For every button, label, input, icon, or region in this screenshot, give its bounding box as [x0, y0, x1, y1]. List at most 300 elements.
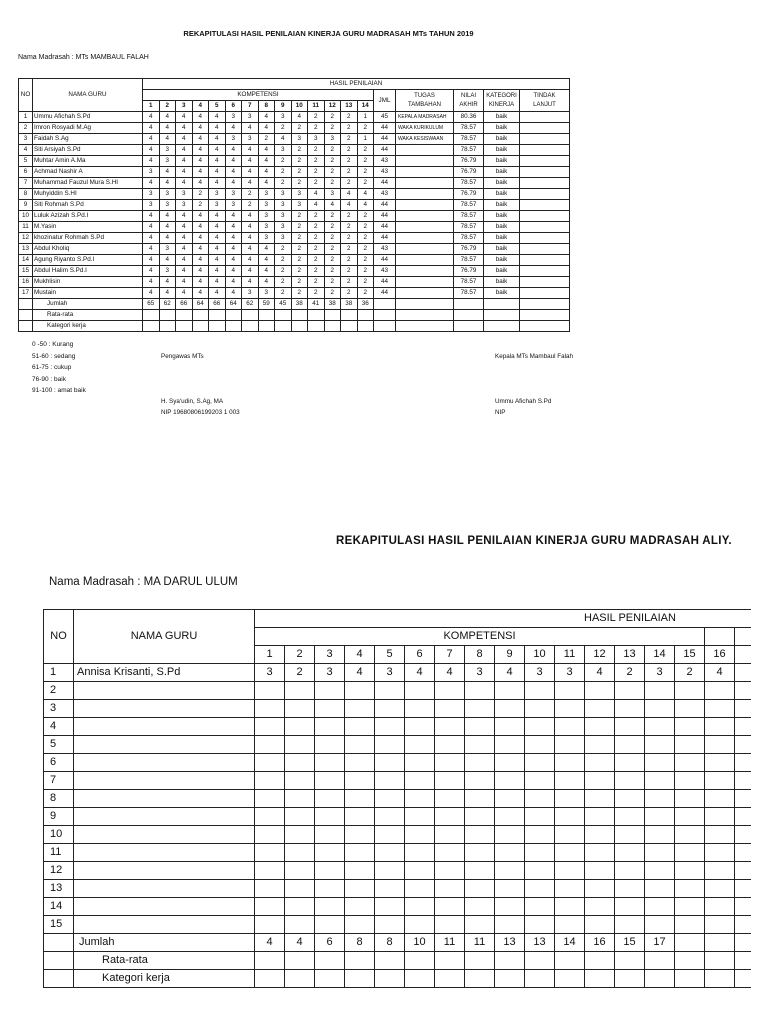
- competency-number: 7: [242, 101, 259, 112]
- score-cell: 4: [159, 123, 176, 134]
- score-cell: [345, 772, 375, 790]
- score-cell: 4: [209, 288, 226, 299]
- tugas-cell: [396, 200, 454, 211]
- score-cell: [345, 880, 375, 898]
- empty-cell: [308, 310, 325, 321]
- tugas-cell: [396, 233, 454, 244]
- ratarata-row: [44, 952, 751, 970]
- score-cell: [465, 754, 495, 772]
- score-cell: 4: [258, 156, 275, 167]
- score-cell: 2: [341, 123, 358, 134]
- score-cell: 3: [143, 167, 160, 178]
- score-cell: 4: [176, 123, 193, 134]
- jumlah-cell: 16: [585, 934, 615, 952]
- score-cell: 2: [308, 266, 325, 277]
- empty-cell: [44, 970, 74, 988]
- teacher-name: [74, 808, 255, 826]
- score-cell: 3: [225, 134, 242, 145]
- nilai-cell: 78.57: [454, 134, 484, 145]
- tindak-cell: [520, 189, 570, 200]
- kategori-cell: baik: [484, 211, 520, 222]
- kategori-cell: baik: [484, 277, 520, 288]
- score-cell: [285, 682, 315, 700]
- empty-cell: [735, 790, 751, 808]
- jml-cell: 44: [374, 134, 396, 145]
- score-cell: 3: [291, 200, 308, 211]
- score-cell: [705, 862, 735, 880]
- teacher-row: [44, 862, 751, 880]
- teacher-row: [19, 277, 570, 288]
- row-no: 16: [19, 277, 33, 288]
- score-cell: 3: [159, 189, 176, 200]
- score-cell: [375, 844, 405, 862]
- score-cell: [345, 808, 375, 826]
- competency-number: 3: [315, 646, 345, 664]
- nilai-cell: 76.79: [454, 156, 484, 167]
- score-cell: 2: [275, 255, 292, 266]
- score-cell: 4: [176, 233, 193, 244]
- score-cell: [405, 898, 435, 916]
- score-cell: [585, 862, 615, 880]
- jumlah-cell: 14: [555, 934, 585, 952]
- score-cell: [585, 772, 615, 790]
- supervisor-nip: NIP 19680806199203 1 003: [161, 409, 240, 416]
- row-no: 8: [44, 790, 74, 808]
- score-cell: 2: [308, 211, 325, 222]
- score-cell: 4: [209, 277, 226, 288]
- score-cell: [255, 826, 285, 844]
- empty-cell: [735, 754, 751, 772]
- empty-cell: [705, 970, 735, 988]
- jml-cell: 43: [374, 189, 396, 200]
- jml-cell: 43: [374, 266, 396, 277]
- score-cell: [285, 754, 315, 772]
- score-cell: 2: [324, 211, 341, 222]
- score-cell: 4: [225, 123, 242, 134]
- score-cell: [375, 736, 405, 754]
- score-cell: 2: [275, 178, 292, 189]
- principal-title: Kepala MTs Mambaul Falah: [495, 353, 574, 360]
- score-cell: 4: [225, 266, 242, 277]
- score-cell: [495, 682, 525, 700]
- empty-cell: [705, 628, 735, 646]
- tindak-cell: [520, 211, 570, 222]
- score-cell: 2: [291, 277, 308, 288]
- header-kompetensi: KOMPETENSI: [143, 90, 374, 101]
- legend-item: 61-75 : cukup: [32, 364, 72, 371]
- score-cell: 4: [225, 145, 242, 156]
- score-cell: [435, 844, 465, 862]
- score-cell: 4: [405, 664, 435, 682]
- score-cell: 2: [324, 156, 341, 167]
- score-cell: 4: [192, 112, 209, 123]
- score-cell: 4: [225, 156, 242, 167]
- score-cell: [585, 718, 615, 736]
- tugas-cell: [396, 266, 454, 277]
- teacher-name: Abdul Kholiq: [33, 244, 143, 255]
- score-cell: 4: [209, 266, 226, 277]
- jml-cell: 44: [374, 123, 396, 134]
- score-cell: [705, 808, 735, 826]
- score-cell: 3: [291, 189, 308, 200]
- score-cell: [495, 844, 525, 862]
- score-cell: 4: [143, 266, 160, 277]
- empty-cell: [374, 299, 396, 310]
- empty-cell: [735, 970, 751, 988]
- score-cell: 4: [324, 200, 341, 211]
- score-cell: 3: [258, 189, 275, 200]
- score-cell: 2: [308, 244, 325, 255]
- score-cell: [255, 916, 285, 934]
- score-cell: 3: [242, 288, 259, 299]
- empty-cell: [615, 952, 645, 970]
- jumlah-cell: 59: [258, 299, 275, 310]
- score-cell: 2: [308, 277, 325, 288]
- score-cell: [615, 916, 645, 934]
- empty-cell: [675, 952, 705, 970]
- score-cell: [585, 790, 615, 808]
- competency-number: 12: [585, 646, 615, 664]
- empty-cell: [735, 628, 751, 646]
- competency-number: 8: [258, 101, 275, 112]
- kategori-cell: baik: [484, 244, 520, 255]
- empty-cell: [484, 310, 520, 321]
- score-cell: 4: [209, 233, 226, 244]
- score-cell: [495, 754, 525, 772]
- competency-number: 8: [465, 646, 495, 664]
- score-cell: [645, 718, 675, 736]
- header-kategori-line2: KINERJA: [488, 101, 515, 108]
- score-cell: [675, 826, 705, 844]
- empty-cell: [255, 970, 285, 988]
- empty-cell: [225, 321, 242, 332]
- doc1-title: REKAPITULASI HASIL PENILAIAN KINERJA GURU MADRASAH MTs TAHUN 2019: [183, 29, 474, 38]
- score-cell: 4: [225, 233, 242, 244]
- teacher-row: [19, 156, 570, 167]
- competency-number: 2: [159, 101, 176, 112]
- score-cell: [495, 826, 525, 844]
- score-cell: 1: [357, 112, 374, 123]
- score-cell: 4: [258, 266, 275, 277]
- supervisor-title: Pengawas MTs: [161, 353, 204, 360]
- score-cell: [555, 736, 585, 754]
- score-cell: [645, 772, 675, 790]
- kategori-cell: baik: [484, 145, 520, 156]
- score-cell: [285, 880, 315, 898]
- nilai-cell: 78.57: [454, 288, 484, 299]
- teacher-name: Mukhlisin: [33, 277, 143, 288]
- score-cell: [345, 844, 375, 862]
- header-tindak-line1: TINDAK: [533, 92, 556, 99]
- score-cell: [315, 862, 345, 880]
- score-cell: 2: [285, 664, 315, 682]
- score-cell: 2: [341, 112, 358, 123]
- doc2-title: REKAPITULASI HASIL PENILAIAN KINERJA GURU MADRASAH ALIY.: [336, 535, 732, 547]
- teacher-name: Abdul Halim S.Pd.I: [33, 266, 143, 277]
- jml-cell: 44: [374, 277, 396, 288]
- row-no: 6: [19, 167, 33, 178]
- score-cell: 4: [159, 134, 176, 145]
- score-cell: [465, 682, 495, 700]
- score-cell: 2: [324, 222, 341, 233]
- score-cell: 3: [258, 200, 275, 211]
- score-cell: [675, 898, 705, 916]
- teacher-name: Annisa Krisanti, S.Pd: [74, 664, 255, 682]
- score-cell: [645, 862, 675, 880]
- score-cell: [615, 790, 645, 808]
- score-cell: [255, 682, 285, 700]
- score-cell: 4: [176, 156, 193, 167]
- score-cell: 2: [357, 277, 374, 288]
- empty-cell: [209, 321, 226, 332]
- empty-cell: [285, 970, 315, 988]
- score-cell: 4: [209, 112, 226, 123]
- score-cell: 4: [192, 233, 209, 244]
- score-cell: 3: [159, 266, 176, 277]
- score-cell: 4: [143, 255, 160, 266]
- score-cell: 4: [192, 178, 209, 189]
- score-cell: 4: [495, 664, 525, 682]
- jumlah-cell: 65: [143, 299, 160, 310]
- score-cell: 2: [357, 178, 374, 189]
- score-cell: [435, 754, 465, 772]
- tindak-cell: [520, 244, 570, 255]
- empty-cell: [585, 970, 615, 988]
- score-cell: [315, 916, 345, 934]
- legend-item: 51-60 : sedang: [32, 352, 76, 360]
- score-cell: 2: [341, 244, 358, 255]
- score-cell: [495, 898, 525, 916]
- teacher-row: [19, 233, 570, 244]
- kategori-cell: baik: [484, 255, 520, 266]
- score-cell: 4: [242, 244, 259, 255]
- teacher-name: Ummu Afichah S.Pd: [33, 112, 143, 123]
- score-cell: [285, 916, 315, 934]
- score-cell: [285, 844, 315, 862]
- tugas-cell: [396, 189, 454, 200]
- score-cell: 3: [258, 211, 275, 222]
- score-cell: 4: [176, 134, 193, 145]
- competency-number: 9: [495, 646, 525, 664]
- score-cell: [675, 844, 705, 862]
- score-cell: [495, 700, 525, 718]
- jumlah-cell: 64: [192, 299, 209, 310]
- competency-number: 13: [341, 101, 358, 112]
- row-no: 3: [19, 134, 33, 145]
- score-cell: 2: [291, 288, 308, 299]
- jumlah-label: Jumlah: [74, 934, 255, 952]
- score-cell: [705, 736, 735, 754]
- empty-cell: [258, 321, 275, 332]
- nilai-cell: 76.79: [454, 189, 484, 200]
- empty-cell: [405, 970, 435, 988]
- teacher-name: Agung Riyanto S.Pd.I: [33, 255, 143, 266]
- competency-number: 13: [615, 646, 645, 664]
- empty-cell: [159, 310, 176, 321]
- row-no: 4: [19, 145, 33, 156]
- score-cell: [345, 682, 375, 700]
- score-cell: [615, 862, 645, 880]
- score-cell: 3: [143, 200, 160, 211]
- teacher-row: [44, 826, 751, 844]
- score-cell: 4: [225, 255, 242, 266]
- empty-cell: [176, 321, 193, 332]
- empty-cell: [735, 880, 751, 898]
- score-cell: 3: [315, 664, 345, 682]
- jml-cell: 44: [374, 233, 396, 244]
- score-cell: 2: [675, 664, 705, 682]
- score-cell: [435, 898, 465, 916]
- score-cell: [435, 880, 465, 898]
- score-cell: [315, 772, 345, 790]
- row-no: 7: [44, 772, 74, 790]
- score-cell: [375, 880, 405, 898]
- teacher-name: [74, 862, 255, 880]
- score-cell: [675, 754, 705, 772]
- empty-cell: [645, 952, 675, 970]
- score-cell: [465, 916, 495, 934]
- tindak-cell: [520, 123, 570, 134]
- teacher-row: [44, 772, 751, 790]
- score-cell: [465, 772, 495, 790]
- score-cell: 4: [209, 145, 226, 156]
- score-cell: 4: [143, 112, 160, 123]
- teacher-row: [19, 211, 570, 222]
- empty-cell: [315, 970, 345, 988]
- score-cell: [315, 754, 345, 772]
- score-cell: 2: [308, 255, 325, 266]
- score-cell: 4: [225, 222, 242, 233]
- tindak-cell: [520, 112, 570, 123]
- jumlah-cell: 64: [225, 299, 242, 310]
- score-cell: 2: [357, 211, 374, 222]
- score-cell: 4: [275, 134, 292, 145]
- header-row-1: [44, 610, 751, 628]
- score-cell: [555, 718, 585, 736]
- score-cell: 2: [341, 156, 358, 167]
- score-cell: 3: [555, 664, 585, 682]
- score-cell: 4: [242, 255, 259, 266]
- score-cell: [555, 754, 585, 772]
- tindak-cell: [520, 222, 570, 233]
- score-cell: 2: [192, 200, 209, 211]
- empty-cell: [735, 772, 751, 790]
- jumlah-cell: 17: [645, 934, 675, 952]
- score-cell: 4: [176, 211, 193, 222]
- jumlah-cell: 62: [242, 299, 259, 310]
- score-cell: 3: [242, 112, 259, 123]
- score-cell: 4: [143, 244, 160, 255]
- jml-cell: 44: [374, 211, 396, 222]
- score-cell: 2: [357, 167, 374, 178]
- score-cell: [465, 808, 495, 826]
- score-cell: [495, 718, 525, 736]
- score-cell: [435, 682, 465, 700]
- score-cell: 2: [275, 167, 292, 178]
- teacher-row: [44, 718, 751, 736]
- score-cell: [495, 916, 525, 934]
- row-no: 14: [19, 255, 33, 266]
- score-cell: 4: [209, 211, 226, 222]
- empty-cell: [192, 310, 209, 321]
- score-cell: 4: [242, 167, 259, 178]
- score-cell: [465, 898, 495, 916]
- teacher-name: Muhtar Amin A.Ma: [33, 156, 143, 167]
- score-cell: [615, 718, 645, 736]
- score-cell: [705, 898, 735, 916]
- row-no: 4: [44, 718, 74, 736]
- empty-cell: [645, 970, 675, 988]
- score-cell: 4: [192, 255, 209, 266]
- score-cell: 3: [375, 664, 405, 682]
- nilai-cell: 78.57: [454, 211, 484, 222]
- empty-cell: [495, 952, 525, 970]
- score-cell: [405, 808, 435, 826]
- doc1-assessment-table: [18, 78, 570, 332]
- row-no: 7: [19, 178, 33, 189]
- competency-number: 1: [143, 101, 160, 112]
- teacher-row: [44, 844, 751, 862]
- score-cell: [285, 808, 315, 826]
- teacher-name: Mustain: [33, 288, 143, 299]
- nilai-cell: 76.79: [454, 167, 484, 178]
- competency-number: 16: [705, 646, 735, 664]
- empty-cell: [675, 970, 705, 988]
- empty-cell: [396, 321, 454, 332]
- score-cell: 4: [159, 222, 176, 233]
- score-cell: 4: [209, 134, 226, 145]
- score-cell: [555, 898, 585, 916]
- jumlah-row: [19, 299, 570, 310]
- score-cell: [315, 880, 345, 898]
- score-cell: [555, 844, 585, 862]
- score-cell: 3: [275, 222, 292, 233]
- score-cell: 2: [275, 123, 292, 134]
- score-cell: [555, 700, 585, 718]
- score-cell: 2: [291, 255, 308, 266]
- score-cell: [645, 898, 675, 916]
- score-cell: [645, 736, 675, 754]
- score-cell: 3: [209, 189, 226, 200]
- score-cell: 4: [192, 244, 209, 255]
- score-cell: [705, 844, 735, 862]
- jumlah-cell: 10: [405, 934, 435, 952]
- score-cell: [675, 880, 705, 898]
- score-cell: [585, 736, 615, 754]
- tugas-cell: [396, 222, 454, 233]
- tindak-cell: [520, 134, 570, 145]
- teacher-name: [74, 718, 255, 736]
- teacher-name: Luluk Azizah S.Pd.I: [33, 211, 143, 222]
- teacher-row: [44, 682, 751, 700]
- score-cell: [255, 736, 285, 754]
- score-cell: 4: [143, 178, 160, 189]
- competency-number: 4: [192, 101, 209, 112]
- kategori-kerja-row: [44, 970, 751, 988]
- score-cell: [615, 880, 645, 898]
- score-cell: [405, 790, 435, 808]
- score-cell: 3: [143, 189, 160, 200]
- score-cell: [345, 736, 375, 754]
- score-cell: 4: [225, 167, 242, 178]
- teacher-name: [74, 790, 255, 808]
- jumlah-cell: 62: [159, 299, 176, 310]
- empty-cell: [484, 321, 520, 332]
- score-cell: 4: [143, 233, 160, 244]
- teacher-name: [74, 700, 255, 718]
- score-cell: [495, 880, 525, 898]
- header-nilai: [454, 90, 484, 112]
